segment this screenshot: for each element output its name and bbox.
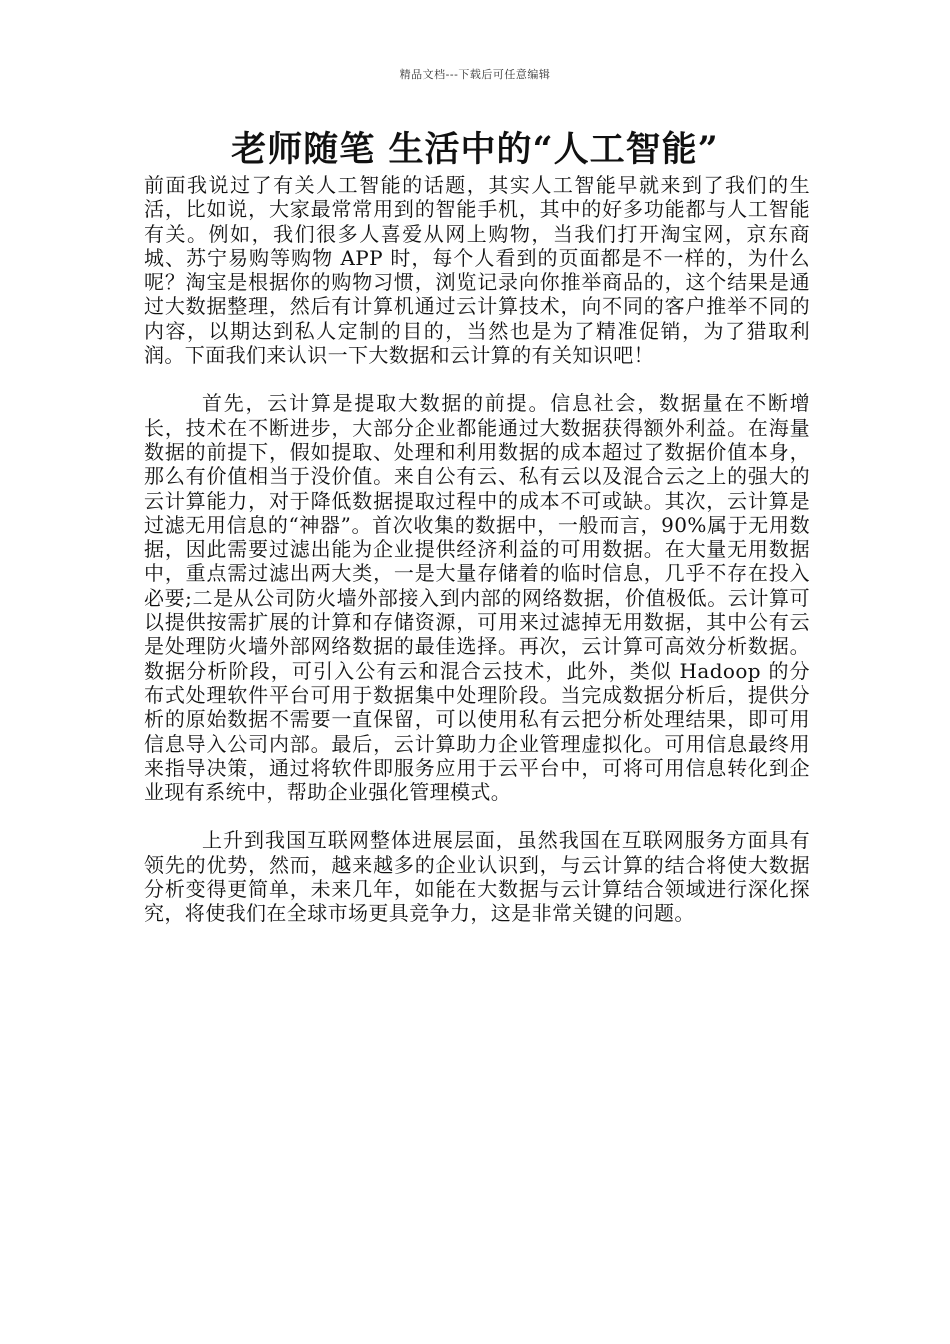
paragraph-cloud-computing: 首先，云计算是提取大数据的前提。信息社会，数据量在不断增长，技术在不断进步，大部分企业都能通过大数据获得额外利益。在海量数据的前提下，假如提取、处理和利用数据的成本超过了数据价值本身，那么有价值相当于没价值。来自公有云、私有云以及混合云之上的强大的云计算能力，对于降低数据提取过程中的成本不可或缺。其次，云计算是过滤无用信息的“神器”。首次收集的数据中，一般而言，90%属于无用数据，因此需要过滤出能为企业提供经济利益的可用数据。在大量无用数据中，重点需过滤出两大类，一是大量存储着的临时信息，几乎不存在投入必要;二是从公司防火墙外部接入到内部的网络数据，价值极低。云计算可以提供按需扩展的计算和存储资源，可用来过滤掉无用数据，其中公有云是处理防火墙外部网络数据的最佳选择。再次，云计算可高效分析数据。数据分析阶段，可引入公有云和混合云技术，此外，类似 Hadoop 的分布式处理软件平台可用于数据集中处理阶段。当完成数据分析后，提供分析的原始数据不需要一直保留，可以使用私有云把分析处理结果，即可用信息导入公司内部。最后，云计算助力企业管理虚拟化。可用信息最终用来指导决策，通过将软件即服务应用于云平台中，可将可用信息转化到企业现有系统中，帮助企业强化管理模式。: [144, 391, 810, 805]
page-header: 精品文档---下载后可任意编辑: [399, 68, 551, 81]
paragraph-conclusion: 上升到我国互联网整体进展层面，虽然我国在互联网服务方面具有领先的优势，然而，越来越多的企业认识到，与云计算的结合将使大数据分析变得更简单，未来几年，如能在大数据与云计算结合领域进行深化探究，将使我们在全球市场更具竞争力，这是非常关键的问题。: [144, 828, 810, 926]
document-title: 老师随笔 生活中的“人工智能”: [231, 129, 719, 170]
paragraph-spacer: [144, 804, 810, 828]
paragraph-spacer: [144, 367, 810, 391]
document-body: [144, 173, 810, 926]
paragraph-intro: 前面我说过了有关人工智能的话题，其实人工智能早就来到了我们的生活，比如说，大家最常常用到的智能手机，其中的好多功能都与人工智能有关。例如，我们很多人喜爱从网上购物，当我们打开淘宝网，京东商城、苏宁易购等购物 APP 时，每个人看到的页面都是不一样的，为什么呢？淘宝是根据你的购物习惯，浏览记录向你推举商品的，这个结果是通过大数据整理，然后有计算机通过云计算技术，向不同的客户推举不同的内容，以期达到私人定制的目的，当然也是为了精准促销，为了猎取利润。下面我们来认识一下大数据和云计算的有关知识吧！: [144, 173, 810, 368]
